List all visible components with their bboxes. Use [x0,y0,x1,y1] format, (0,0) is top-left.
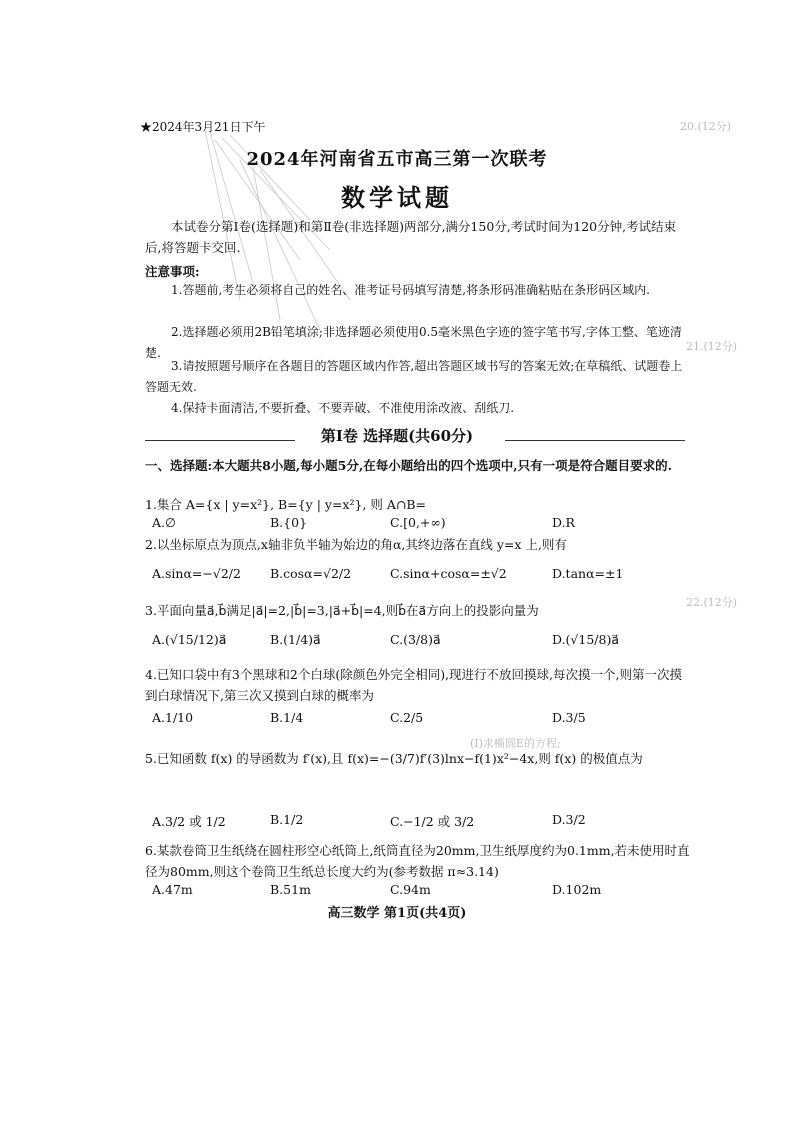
bleed-through-text: 21.(12分) [686,340,738,353]
question-options [152,566,692,588]
question-options [152,632,692,654]
option-d[interactable]: D.(√15/8)a⃗ [552,632,619,647]
option-d[interactable]: D.3/2 [552,812,586,827]
question-options [152,812,692,834]
option-c[interactable]: C.94m [390,882,431,897]
section-intro: 一、选择题:本大题共8小题,每小题5分,在每小题给出的四个选项中,只有一项是符合题目要求的. [145,458,672,473]
note-item: 2.选择题必须用2B铅笔填涂;非选择题必须使用0.5毫米黑色字迹的签字笔书写,字体工整、笔迹清楚. [145,325,682,360]
option-b[interactable]: B.(1/4)a⃗ [270,632,321,647]
bleed-through-text: 20.(12分) [680,120,732,133]
question-stem: 2.以坐标原点为顶点,x轴非负半轴为始边的角α,其终边落在直线 y=x 上,则有 [145,537,567,552]
option-c[interactable]: C.sinα+cosα=±√2 [390,566,507,581]
exam-date: ★2024年3月21日下午 [140,120,266,134]
option-c[interactable]: C.(3/8)a⃗ [390,632,441,647]
bleed-through-text: (Ⅰ)求椭圆E的方程; [470,737,561,750]
question-stem: 3.平面向量a⃗,b⃗满足|a⃗|=2,|b⃗|=3,|a⃗+b⃗|=4,则b⃗在a⃗方向上的投影向量为 [145,603,539,618]
option-d[interactable]: D.R [552,515,575,530]
option-c[interactable]: C.2/5 [390,710,424,725]
option-b[interactable]: B.1/4 [270,710,304,725]
option-a[interactable]: A.1/10 [152,710,194,725]
question-options [152,882,692,904]
question-stem: 4.已知口袋中有3个黑球和2个白球(除颜色外完全相同),现进行不放回摸球,每次摸一个,则第一次摸到白球情况下,第三次又摸到白球的概率为 [145,667,683,703]
note-item: 1.答题前,考生必须将自己的姓名、准考证号码填写清楚,将条形码准确粘贴在条形码区域内. [171,283,650,297]
option-d[interactable]: D.tanα=±1 [552,566,624,581]
notes-heading: 注意事项: [145,264,200,279]
option-c[interactable]: C.−1/2 或 3/2 [390,814,475,829]
note-item: 4.保持卡面清洁,不要折叠、不要弄破、不准使用涂改液、刮纸刀. [171,401,515,415]
option-a[interactable]: A.sinα=−√2/2 [152,566,241,581]
option-a[interactable]: A.47m [152,882,193,897]
exam-title: 2024年河南省五市高三第一次联考 [246,149,548,170]
section-divider-right [505,440,685,441]
question-stem: 1.集合 A={x | y=x²}, B={y | y=x²}, 则 A∩B= [145,497,427,512]
option-b[interactable]: B.{0} [270,515,308,530]
option-d[interactable]: D.102m [552,882,602,897]
question-stem: 5.已知函数 f(x) 的导函数为 f′(x),且 f(x)=−(3/7)f′(3)lnx−f(1)x²−4x,则 f(x) 的极值点为 [145,751,643,766]
option-b[interactable]: B.51m [270,882,311,897]
question-options [152,710,692,732]
option-a[interactable]: A.3/2 或 1/2 [152,814,226,829]
bleed-through-text: 22.(12分) [686,596,738,609]
option-a[interactable]: A.∅ [152,515,176,530]
question-stem: 6.某款卷筒卫生纸绕在圆柱形空心纸筒上,纸筒直径为20mm,卫生纸厚度约为0.1mm,若未使用时直径为80mm,则这个卷筒卫生纸总长度大约为(参考数据 π≈3.14) [145,843,690,879]
page-footer: 高三数学 第1页(共4页) [327,906,467,921]
note-item: 3.请按照题号顺序在各题目的答题区域内作答,超出答题区域书写的答案无效;在草稿纸、试题卷上答题无效. [145,359,683,394]
subject-title: 数学试题 [341,183,453,212]
option-b[interactable]: B.cosα=√2/2 [270,566,352,581]
option-b[interactable]: B.1/2 [270,812,304,827]
option-d[interactable]: D.3/5 [552,710,586,725]
exam-intro: 本试卷分第Ⅰ卷(选择题)和第Ⅱ卷(非选择题)两部分,满分150分,考试时间为120分钟,考试结束后,将答题卡交回. [145,219,677,255]
option-a[interactable]: A.(√15/12)a⃗ [152,632,227,647]
section-title: 第Ⅰ卷 选择题(共60分) [320,427,474,445]
option-c[interactable]: C.[0,+∞) [390,515,446,530]
